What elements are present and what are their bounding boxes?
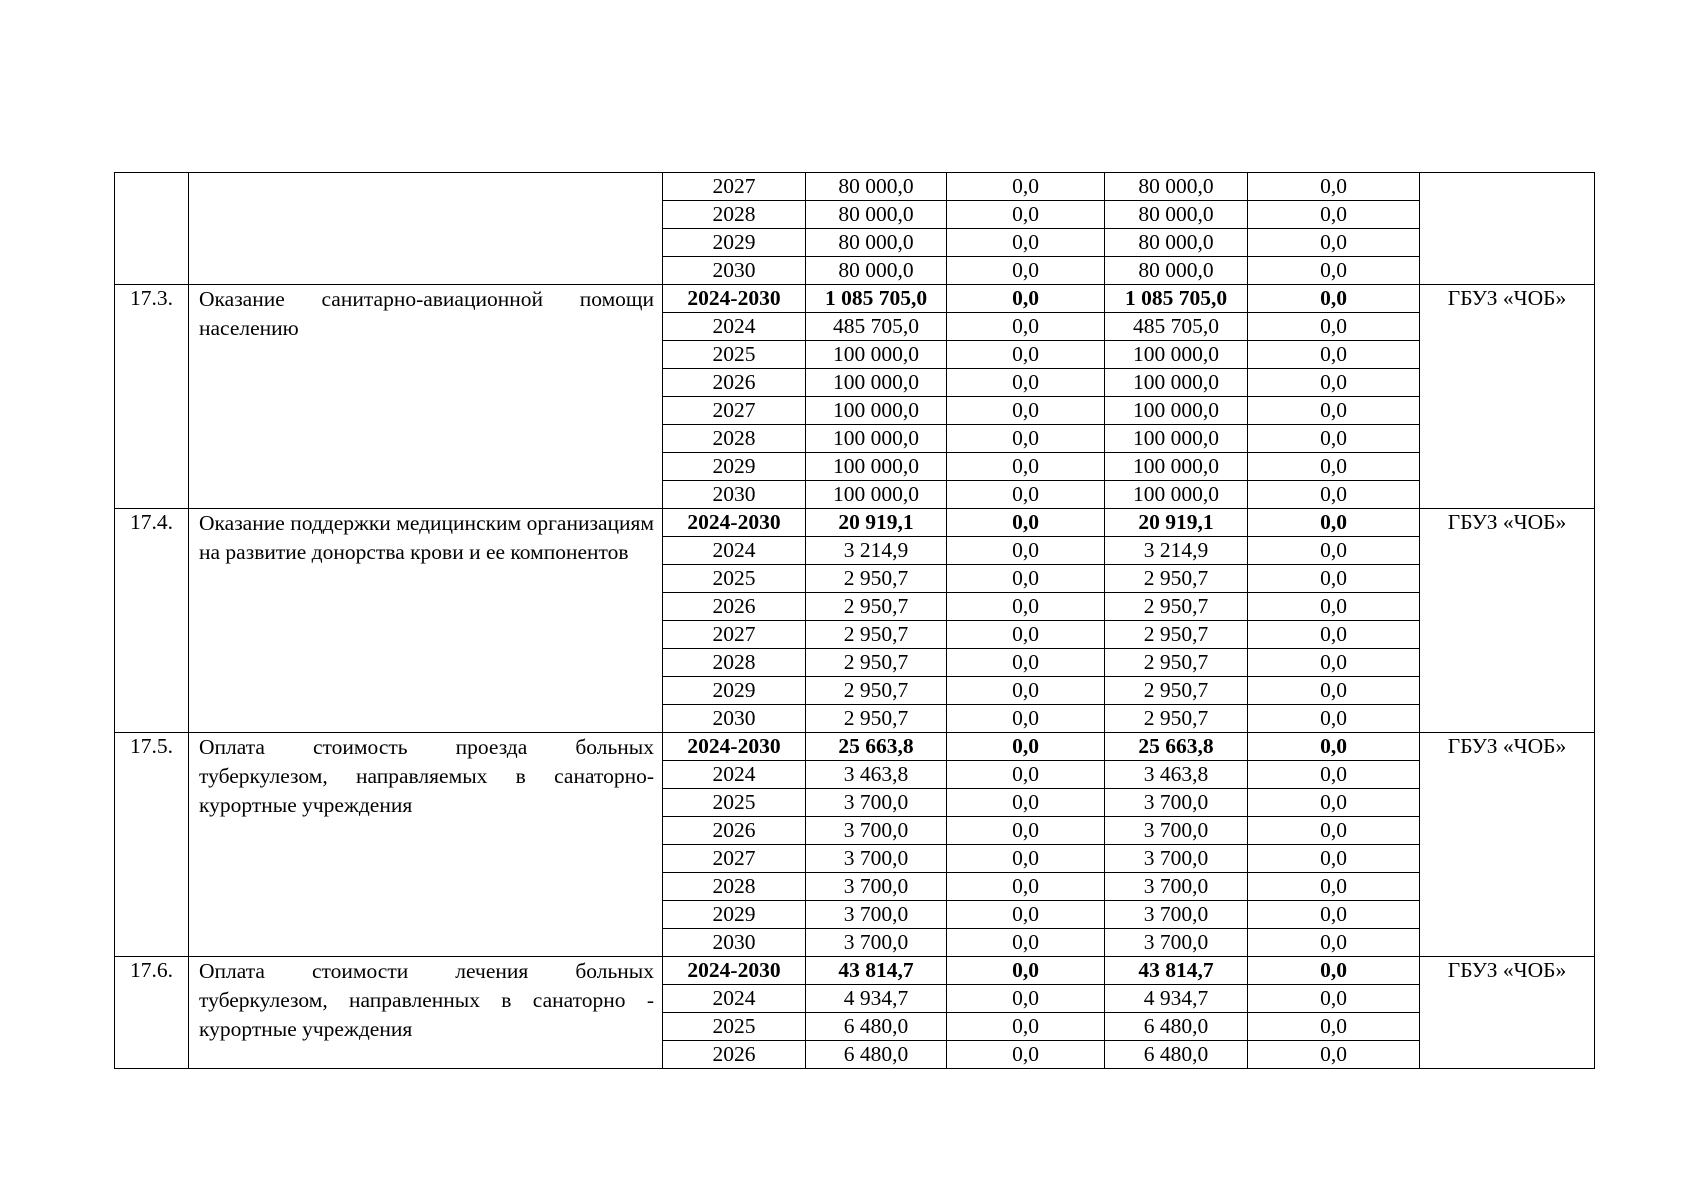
total-cell: 100 000,0 bbox=[806, 341, 947, 369]
item-name-cell: Оплата стоимость проезда больных туберкулезом, направляемых в санаторно-курортные учреждения bbox=[189, 733, 663, 957]
total-cell: 2 950,7 bbox=[806, 677, 947, 705]
total-cell: 20 919,1 bbox=[806, 509, 947, 537]
federal-cell: 0,0 bbox=[947, 201, 1105, 229]
total-cell: 1 085 705,0 bbox=[806, 285, 947, 313]
regional-cell: 3 700,0 bbox=[1105, 845, 1248, 873]
year-cell: 2024 bbox=[663, 313, 806, 341]
total-cell: 100 000,0 bbox=[806, 425, 947, 453]
other-cell: 0,0 bbox=[1248, 341, 1420, 369]
table-row-total bbox=[115, 957, 1595, 985]
regional-cell: 20 919,1 bbox=[1105, 509, 1248, 537]
total-cell: 2 950,7 bbox=[806, 621, 947, 649]
regional-cell: 4 934,7 bbox=[1105, 985, 1248, 1013]
federal-cell: 0,0 bbox=[947, 481, 1105, 509]
regional-cell: 25 663,8 bbox=[1105, 733, 1248, 761]
federal-cell: 0,0 bbox=[947, 285, 1105, 313]
year-cell: 2028 bbox=[663, 649, 806, 677]
federal-cell: 0,0 bbox=[947, 1041, 1105, 1069]
total-cell: 2 950,7 bbox=[806, 705, 947, 733]
other-cell: 0,0 bbox=[1248, 873, 1420, 901]
year-cell: 2027 bbox=[663, 397, 806, 425]
federal-cell: 0,0 bbox=[947, 453, 1105, 481]
year-cell: 2030 bbox=[663, 929, 806, 957]
year-cell: 2028 bbox=[663, 425, 806, 453]
total-cell: 100 000,0 bbox=[806, 481, 947, 509]
year-cell: 2029 bbox=[663, 677, 806, 705]
item-name-cell: Оказание санитарно-авиационной помощи населению bbox=[189, 285, 663, 509]
year-cell: 2024-2030 bbox=[663, 509, 806, 537]
total-cell: 80 000,0 bbox=[806, 201, 947, 229]
regional-cell: 80 000,0 bbox=[1105, 257, 1248, 285]
year-cell: 2024 bbox=[663, 985, 806, 1013]
regional-cell: 100 000,0 bbox=[1105, 425, 1248, 453]
federal-cell: 0,0 bbox=[947, 873, 1105, 901]
federal-cell: 0,0 bbox=[947, 1013, 1105, 1041]
regional-cell: 43 814,7 bbox=[1105, 957, 1248, 985]
federal-cell: 0,0 bbox=[947, 677, 1105, 705]
year-cell: 2026 bbox=[663, 1041, 806, 1069]
regional-cell: 3 463,8 bbox=[1105, 761, 1248, 789]
other-cell: 0,0 bbox=[1248, 229, 1420, 257]
federal-cell: 0,0 bbox=[947, 313, 1105, 341]
federal-cell: 0,0 bbox=[947, 509, 1105, 537]
other-cell: 0,0 bbox=[1248, 985, 1420, 1013]
regional-cell: 100 000,0 bbox=[1105, 397, 1248, 425]
regional-cell: 3 214,9 bbox=[1105, 537, 1248, 565]
regional-cell: 100 000,0 bbox=[1105, 341, 1248, 369]
total-cell: 25 663,8 bbox=[806, 733, 947, 761]
year-cell: 2029 bbox=[663, 453, 806, 481]
federal-cell: 0,0 bbox=[947, 985, 1105, 1013]
regional-cell: 3 700,0 bbox=[1105, 817, 1248, 845]
federal-cell: 0,0 bbox=[947, 229, 1105, 257]
federal-cell: 0,0 bbox=[947, 565, 1105, 593]
regional-cell: 3 700,0 bbox=[1105, 873, 1248, 901]
total-cell: 485 705,0 bbox=[806, 313, 947, 341]
regional-cell: 2 950,7 bbox=[1105, 621, 1248, 649]
regional-cell: 80 000,0 bbox=[1105, 229, 1248, 257]
year-cell: 2027 bbox=[663, 173, 806, 201]
total-cell: 43 814,7 bbox=[806, 957, 947, 985]
federal-cell: 0,0 bbox=[947, 929, 1105, 957]
item-number-cell: 17.4. bbox=[115, 509, 189, 733]
federal-cell: 0,0 bbox=[947, 341, 1105, 369]
year-cell: 2025 bbox=[663, 789, 806, 817]
item-name-cell: Оказание поддержки медицинским организациям на развитие донорства крови и ее компонентов bbox=[189, 509, 663, 733]
year-cell: 2025 bbox=[663, 341, 806, 369]
year-cell: 2028 bbox=[663, 873, 806, 901]
year-cell: 2024 bbox=[663, 537, 806, 565]
regional-cell: 100 000,0 bbox=[1105, 481, 1248, 509]
other-cell: 0,0 bbox=[1248, 565, 1420, 593]
other-cell: 0,0 bbox=[1248, 397, 1420, 425]
total-cell: 80 000,0 bbox=[806, 173, 947, 201]
total-cell: 2 950,7 bbox=[806, 649, 947, 677]
total-cell: 2 950,7 bbox=[806, 565, 947, 593]
other-cell: 0,0 bbox=[1248, 789, 1420, 817]
federal-cell: 0,0 bbox=[947, 257, 1105, 285]
regional-cell: 6 480,0 bbox=[1105, 1013, 1248, 1041]
document-page bbox=[114, 172, 1594, 1069]
year-cell: 2024-2030 bbox=[663, 957, 806, 985]
total-cell: 3 700,0 bbox=[806, 789, 947, 817]
total-cell: 3 700,0 bbox=[806, 817, 947, 845]
federal-cell: 0,0 bbox=[947, 761, 1105, 789]
other-cell: 0,0 bbox=[1248, 481, 1420, 509]
table-row-total bbox=[115, 285, 1595, 313]
year-cell: 2030 bbox=[663, 481, 806, 509]
regional-cell: 2 950,7 bbox=[1105, 705, 1248, 733]
executor-cell: ГБУЗ «ЧОБ» bbox=[1420, 957, 1595, 1069]
year-cell: 2024-2030 bbox=[663, 285, 806, 313]
federal-cell: 0,0 bbox=[947, 901, 1105, 929]
item-name-cell: Оплата стоимости лечения больных туберкулезом, направленных в санаторно - курортные учреждения bbox=[189, 957, 663, 1069]
other-cell: 0,0 bbox=[1248, 957, 1420, 985]
total-cell: 3 700,0 bbox=[806, 845, 947, 873]
other-cell: 0,0 bbox=[1248, 845, 1420, 873]
regional-cell: 3 700,0 bbox=[1105, 929, 1248, 957]
year-cell: 2027 bbox=[663, 845, 806, 873]
regional-cell: 2 950,7 bbox=[1105, 677, 1248, 705]
regional-cell: 6 480,0 bbox=[1105, 1041, 1248, 1069]
total-cell: 100 000,0 bbox=[806, 453, 947, 481]
total-cell: 6 480,0 bbox=[806, 1041, 947, 1069]
other-cell: 0,0 bbox=[1248, 1013, 1420, 1041]
other-cell: 0,0 bbox=[1248, 929, 1420, 957]
executor-cell: ГБУЗ «ЧОБ» bbox=[1420, 285, 1595, 509]
federal-cell: 0,0 bbox=[947, 845, 1105, 873]
federal-cell: 0,0 bbox=[947, 425, 1105, 453]
total-cell: 3 700,0 bbox=[806, 873, 947, 901]
other-cell: 0,0 bbox=[1248, 901, 1420, 929]
table-row bbox=[115, 173, 1595, 201]
federal-cell: 0,0 bbox=[947, 369, 1105, 397]
total-cell: 3 700,0 bbox=[806, 901, 947, 929]
federal-cell: 0,0 bbox=[947, 537, 1105, 565]
total-cell: 3 214,9 bbox=[806, 537, 947, 565]
other-cell: 0,0 bbox=[1248, 537, 1420, 565]
year-cell: 2028 bbox=[663, 201, 806, 229]
regional-cell: 485 705,0 bbox=[1105, 313, 1248, 341]
year-cell: 2024 bbox=[663, 761, 806, 789]
year-cell: 2025 bbox=[663, 1013, 806, 1041]
regional-cell: 80 000,0 bbox=[1105, 173, 1248, 201]
financing-table bbox=[114, 172, 1595, 1069]
other-cell: 0,0 bbox=[1248, 761, 1420, 789]
other-cell: 0,0 bbox=[1248, 677, 1420, 705]
total-cell: 3 463,8 bbox=[806, 761, 947, 789]
other-cell: 0,0 bbox=[1248, 621, 1420, 649]
other-cell: 0,0 bbox=[1248, 733, 1420, 761]
regional-cell: 2 950,7 bbox=[1105, 565, 1248, 593]
other-cell: 0,0 bbox=[1248, 201, 1420, 229]
total-cell: 6 480,0 bbox=[806, 1013, 947, 1041]
federal-cell: 0,0 bbox=[947, 593, 1105, 621]
total-cell: 2 950,7 bbox=[806, 593, 947, 621]
total-cell: 100 000,0 bbox=[806, 397, 947, 425]
item-number-cell: 17.5. bbox=[115, 733, 189, 957]
other-cell: 0,0 bbox=[1248, 425, 1420, 453]
year-cell: 2030 bbox=[663, 705, 806, 733]
other-cell: 0,0 bbox=[1248, 285, 1420, 313]
other-cell: 0,0 bbox=[1248, 593, 1420, 621]
regional-cell: 80 000,0 bbox=[1105, 201, 1248, 229]
regional-cell: 3 700,0 bbox=[1105, 789, 1248, 817]
item-number-cell bbox=[115, 173, 189, 285]
other-cell: 0,0 bbox=[1248, 313, 1420, 341]
year-cell: 2027 bbox=[663, 621, 806, 649]
total-cell: 3 700,0 bbox=[806, 929, 947, 957]
year-cell: 2030 bbox=[663, 257, 806, 285]
federal-cell: 0,0 bbox=[947, 733, 1105, 761]
total-cell: 80 000,0 bbox=[806, 257, 947, 285]
year-cell: 2029 bbox=[663, 229, 806, 257]
regional-cell: 1 085 705,0 bbox=[1105, 285, 1248, 313]
regional-cell: 100 000,0 bbox=[1105, 369, 1248, 397]
other-cell: 0,0 bbox=[1248, 1041, 1420, 1069]
year-cell: 2025 bbox=[663, 565, 806, 593]
other-cell: 0,0 bbox=[1248, 705, 1420, 733]
year-cell: 2026 bbox=[663, 369, 806, 397]
regional-cell: 3 700,0 bbox=[1105, 901, 1248, 929]
federal-cell: 0,0 bbox=[947, 817, 1105, 845]
total-cell: 80 000,0 bbox=[806, 229, 947, 257]
total-cell: 100 000,0 bbox=[806, 369, 947, 397]
other-cell: 0,0 bbox=[1248, 509, 1420, 537]
other-cell: 0,0 bbox=[1248, 173, 1420, 201]
table-body bbox=[115, 173, 1595, 1069]
federal-cell: 0,0 bbox=[947, 957, 1105, 985]
other-cell: 0,0 bbox=[1248, 453, 1420, 481]
table-row-total bbox=[115, 733, 1595, 761]
other-cell: 0,0 bbox=[1248, 369, 1420, 397]
other-cell: 0,0 bbox=[1248, 817, 1420, 845]
other-cell: 0,0 bbox=[1248, 257, 1420, 285]
item-name-cell bbox=[189, 173, 663, 285]
federal-cell: 0,0 bbox=[947, 621, 1105, 649]
year-cell: 2026 bbox=[663, 817, 806, 845]
regional-cell: 2 950,7 bbox=[1105, 593, 1248, 621]
executor-cell: ГБУЗ «ЧОБ» bbox=[1420, 733, 1595, 957]
executor-cell bbox=[1420, 173, 1595, 285]
regional-cell: 2 950,7 bbox=[1105, 649, 1248, 677]
federal-cell: 0,0 bbox=[947, 173, 1105, 201]
federal-cell: 0,0 bbox=[947, 705, 1105, 733]
executor-cell: ГБУЗ «ЧОБ» bbox=[1420, 509, 1595, 733]
federal-cell: 0,0 bbox=[947, 789, 1105, 817]
federal-cell: 0,0 bbox=[947, 397, 1105, 425]
regional-cell: 100 000,0 bbox=[1105, 453, 1248, 481]
table-row-total bbox=[115, 509, 1595, 537]
federal-cell: 0,0 bbox=[947, 649, 1105, 677]
item-number-cell: 17.6. bbox=[115, 957, 189, 1069]
year-cell: 2024-2030 bbox=[663, 733, 806, 761]
other-cell: 0,0 bbox=[1248, 649, 1420, 677]
item-number-cell: 17.3. bbox=[115, 285, 189, 509]
total-cell: 4 934,7 bbox=[806, 985, 947, 1013]
year-cell: 2026 bbox=[663, 593, 806, 621]
year-cell: 2029 bbox=[663, 901, 806, 929]
